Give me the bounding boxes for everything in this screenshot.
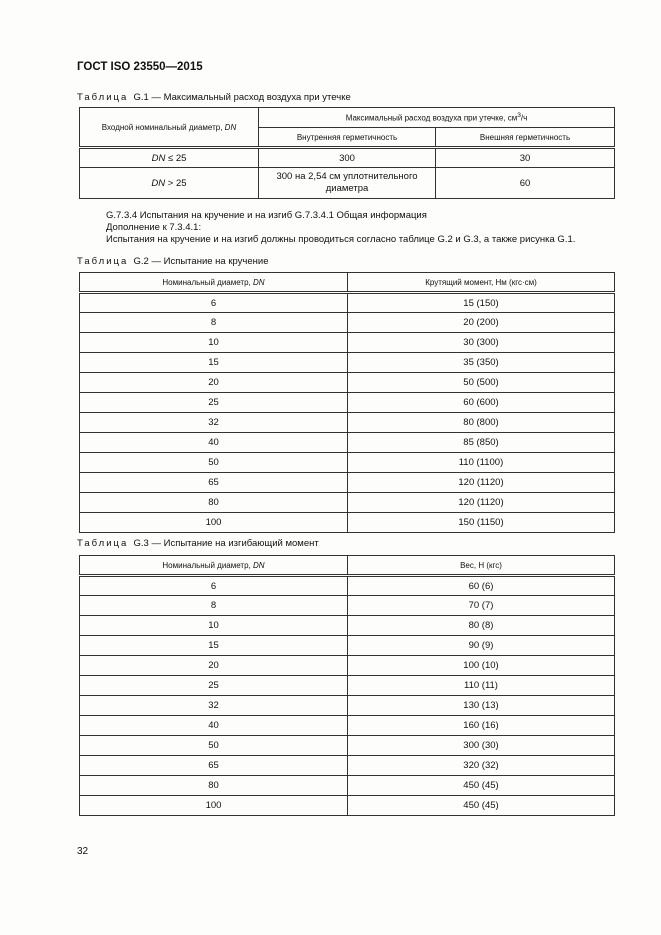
paragraph-line: Испытания на кручение и на изгиб должны проводиться согласно таблице G.2 и G.3, а также рисунка G.1.	[106, 234, 576, 245]
table2-caption-prefix: Таблица	[77, 256, 129, 267]
table3-cell-diameter: 32	[80, 696, 348, 716]
table-row	[80, 716, 615, 736]
table3-cell-value: 450 (45)	[348, 776, 615, 796]
table1-cell-internal: 300	[259, 148, 436, 168]
table2-cell-diameter: 100	[80, 513, 348, 533]
table3-cell-value: 60 (6)	[348, 576, 615, 596]
table-row	[80, 736, 615, 756]
table3-cell-value: 130 (13)	[348, 696, 615, 716]
table-row	[80, 333, 615, 353]
table2-cell-diameter: 80	[80, 493, 348, 513]
table-row	[80, 373, 615, 393]
table-row	[80, 313, 615, 333]
table1-cell-internal	[259, 168, 436, 199]
table3-cell-value: 110 (11)	[348, 676, 615, 696]
table2-cell-diameter: 25	[80, 393, 348, 413]
table2-header-diameter	[80, 273, 348, 293]
table1-caption-text: G.1 — Максимальный расход воздуха при утечке	[133, 92, 351, 103]
table1-subheader-internal: Внутренняя герметичность	[259, 128, 436, 148]
table-row	[80, 696, 615, 716]
table1-group-header	[259, 108, 615, 128]
table2-cell-value: 120 (1120)	[348, 473, 615, 493]
table3-cell-diameter: 15	[80, 636, 348, 656]
page-title: ГОСТ ISO 23550—2015	[77, 61, 203, 73]
table2-cell-value: 80 (800)	[348, 413, 615, 433]
table3-cell-diameter: 8	[80, 596, 348, 616]
table-row	[80, 576, 615, 596]
table-row	[80, 168, 615, 199]
table-row	[80, 453, 615, 473]
page-number: 32	[77, 846, 89, 857]
table-row	[80, 493, 615, 513]
table2-cell-diameter: 6	[80, 293, 348, 313]
table3-caption	[77, 538, 319, 549]
table1-caption	[77, 92, 351, 103]
table1-subheader-external: Внешняя герметичность	[436, 128, 615, 148]
table3-cell-value: 80 (8)	[348, 616, 615, 636]
table3-cell-diameter: 40	[80, 716, 348, 736]
table3-header-dn: DN	[253, 560, 265, 570]
table3-header-weight: Вес, Н (кгс)	[348, 556, 615, 576]
table3-cell-value: 70 (7)	[348, 596, 615, 616]
table-row	[80, 756, 615, 776]
table3-cell-diameter: 100	[80, 796, 348, 816]
table3-cell-diameter: 20	[80, 656, 348, 676]
table-row	[80, 776, 615, 796]
table1-cell-dn	[80, 168, 259, 199]
table-row	[80, 513, 615, 533]
table2-cell-diameter: 8	[80, 313, 348, 333]
table2-cell-value: 15 (150)	[348, 293, 615, 313]
table1-col-header-diameter	[80, 108, 259, 148]
table3-cell-value: 320 (32)	[348, 756, 615, 776]
table1-caption-prefix: Таблица	[77, 92, 129, 103]
table3-caption-prefix: Таблица	[77, 538, 129, 549]
table2-cell-value: 120 (1120)	[348, 493, 615, 513]
table2-cell-diameter: 15	[80, 353, 348, 373]
table2-cell-value: 50 (500)	[348, 373, 615, 393]
dn-condition: ≤ 25	[165, 152, 187, 164]
table-g2	[79, 272, 615, 533]
table2-caption	[77, 256, 269, 267]
table-row	[80, 148, 615, 168]
paragraph-line: Дополнение к 7.3.4.1:	[106, 222, 202, 233]
table3-caption-text: G.3 — Испытание на изгибающий момент	[133, 538, 319, 549]
table-row	[80, 676, 615, 696]
table2-cell-diameter: 20	[80, 373, 348, 393]
table-row	[80, 353, 615, 373]
table2-cell-value: 20 (200)	[348, 313, 615, 333]
table2-cell-value: 150 (1150)	[348, 513, 615, 533]
table3-cell-diameter: 10	[80, 616, 348, 636]
table2-cell-diameter: 40	[80, 433, 348, 453]
table1-group-header-text: Максимальный расход воздуха при утечке, см	[345, 113, 518, 123]
table3-cell-diameter: 25	[80, 676, 348, 696]
table-row	[80, 473, 615, 493]
table2-header-dn: DN	[253, 277, 265, 287]
table-g1	[79, 107, 615, 199]
paragraph-line: G.7.3.4 Испытания на кручение и на изгиб G.7.3.4.1 Общая информация	[106, 210, 427, 221]
table-row	[80, 656, 615, 676]
dn-label: DN	[151, 177, 166, 189]
table-row	[80, 413, 615, 433]
body-paragraph	[106, 210, 575, 246]
table2-cell-value: 35 (350)	[348, 353, 615, 373]
table1-unit-sup: 3	[517, 112, 521, 120]
table1-unit-tail: /ч	[520, 113, 528, 123]
table3-cell-diameter: 80	[80, 776, 348, 796]
table2-cell-value: 30 (300)	[348, 333, 615, 353]
table1-cell-external: 30	[436, 148, 615, 168]
table1-cell-dn	[80, 148, 259, 168]
table1-col-header-text: Входной номинальный диаметр,	[101, 122, 223, 132]
table2-cell-diameter: 65	[80, 473, 348, 493]
table1-cell-internal-line1: 300 на 2,54 см уплотнительного	[276, 171, 418, 182]
table3-header-text: Номинальный диаметр,	[162, 560, 251, 570]
table-row	[80, 393, 615, 413]
table1-cell-internal-line2: диаметра	[325, 183, 369, 194]
table2-cell-value: 110 (1100)	[348, 453, 615, 473]
table2-cell-diameter: 50	[80, 453, 348, 473]
table3-cell-value: 90 (9)	[348, 636, 615, 656]
table3-cell-value: 100 (10)	[348, 656, 615, 676]
table3-header-diameter	[80, 556, 348, 576]
table2-cell-value: 85 (850)	[348, 433, 615, 453]
table2-header-text: Номинальный диаметр,	[162, 277, 251, 287]
table3-cell-value: 300 (30)	[348, 736, 615, 756]
table-row	[80, 596, 615, 616]
table3-cell-diameter: 50	[80, 736, 348, 756]
table-row	[80, 293, 615, 313]
table2-cell-diameter: 10	[80, 333, 348, 353]
table1-col-header-dn: DN	[224, 122, 237, 132]
table3-cell-value: 450 (45)	[348, 796, 615, 816]
dn-condition: > 25	[165, 177, 187, 189]
table2-caption-text: G.2 — Испытание на кручение	[133, 256, 269, 267]
dn-label: DN	[151, 152, 166, 164]
table2-cell-diameter: 32	[80, 413, 348, 433]
table1-cell-external: 60	[436, 168, 615, 199]
table-row	[80, 433, 615, 453]
table-row	[80, 796, 615, 816]
table-g3	[79, 555, 615, 816]
table-row	[80, 616, 615, 636]
table2-cell-value: 60 (600)	[348, 393, 615, 413]
table3-cell-diameter: 65	[80, 756, 348, 776]
table3-cell-diameter: 6	[80, 576, 348, 596]
table3-cell-value: 160 (16)	[348, 716, 615, 736]
table2-header-torque: Крутящий момент, Нм (кгс·см)	[348, 273, 615, 293]
table-row	[80, 636, 615, 656]
